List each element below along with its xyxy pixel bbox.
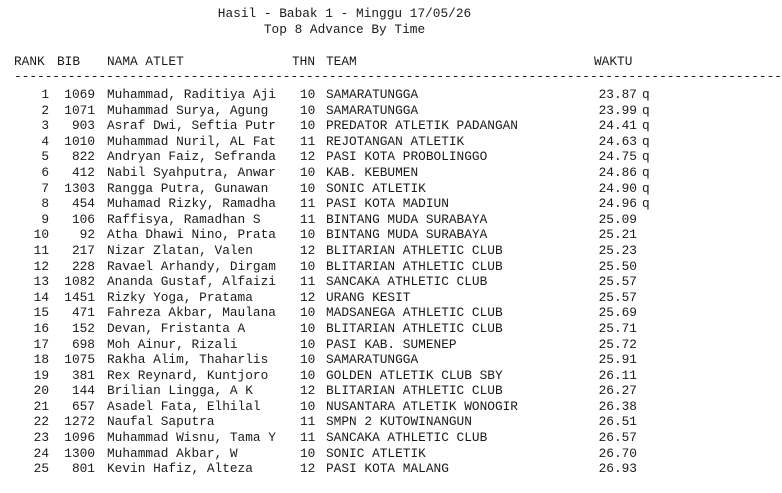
year-cell: 10 — [300, 352, 316, 368]
time-cell: 26.93 — [598, 461, 637, 477]
rank-cell: 19 — [33, 367, 49, 383]
team-cell: PASI KAB. SUMENEP — [326, 336, 457, 352]
year-cell: 10 — [300, 227, 316, 243]
table-row — [0, 305, 689, 321]
year-cell: 11 — [300, 196, 316, 212]
team-cell: PASI KOTA MADIUN — [326, 196, 449, 212]
athlete-name-cell: Muhamad Rizky, Ramadha — [107, 196, 276, 212]
table-row — [0, 352, 689, 368]
table-row — [0, 227, 689, 243]
table-row — [0, 103, 689, 119]
team-cell: BINTANG MUDA SURABAYA — [326, 227, 488, 243]
year-cell: 10 — [300, 258, 316, 274]
team-cell: KAB. KEBUMEN — [326, 164, 419, 180]
athlete-name-cell: Naufal Saputra — [107, 414, 215, 430]
rank-cell: 1 — [41, 87, 49, 102]
athlete-name-cell: Muhammad Surya, Agung — [107, 102, 269, 118]
year-cell: 12 — [300, 461, 316, 477]
qualifier-cell: q — [642, 118, 650, 134]
bib-cell: 1069 — [64, 87, 95, 102]
rank-cell: 16 — [33, 320, 49, 336]
bib-cell: 1451 — [64, 289, 95, 305]
athlete-name-cell: Rangga Putra, Gunawan — [107, 180, 269, 196]
athlete-name-cell: Rizky Yoga, Pratama — [107, 289, 253, 305]
athlete-name-cell: Atha Dhawi Nino, Prata — [107, 227, 276, 243]
rank-cell: 13 — [33, 274, 49, 290]
athlete-name-cell: Muhammad Nuril, AL Fat — [107, 133, 276, 149]
table-row — [0, 446, 689, 462]
year-cell: 11 — [300, 211, 316, 227]
table-row — [0, 134, 689, 150]
table-row — [0, 259, 689, 275]
year-cell: 11 — [300, 430, 316, 446]
rank-cell: 24 — [33, 445, 49, 461]
bib-cell: 822 — [71, 149, 95, 165]
bib-cell: 217 — [71, 242, 95, 258]
qualifier-cell: q — [642, 180, 650, 196]
year-cell: 10 — [300, 336, 316, 352]
bib-cell: 152 — [71, 320, 95, 336]
rank-cell: 25 — [33, 461, 49, 477]
team-cell: GOLDEN ATLETIK CLUB SBY — [326, 367, 503, 383]
time-cell: 23.99 — [598, 102, 637, 118]
year-cell: 11 — [300, 133, 316, 149]
team-cell: BINTANG MUDA SURABAYA — [326, 211, 488, 227]
bib-cell: 92 — [79, 227, 95, 243]
team-cell: SAMARATUNGGA — [326, 87, 419, 102]
time-cell: 24.41 — [598, 118, 637, 134]
bib-cell: 698 — [71, 336, 95, 352]
year-cell: 12 — [300, 289, 316, 305]
time-cell: 26.51 — [598, 414, 637, 430]
athlete-name-cell: Rex Reynard, Kuntjoro — [107, 367, 269, 383]
bib-cell: 801 — [71, 461, 95, 477]
year-cell: 10 — [300, 367, 316, 383]
table-row — [0, 118, 689, 134]
rank-cell: 21 — [33, 398, 49, 414]
time-cell: 25.57 — [598, 289, 637, 305]
table-row — [0, 290, 689, 306]
athlete-name-cell: Devan, Fristanta A — [107, 320, 246, 336]
table-row — [0, 399, 689, 415]
table-row — [0, 149, 689, 165]
rank-cell: 10 — [33, 227, 49, 243]
bib-cell: 471 — [71, 305, 95, 321]
year-cell: 10 — [300, 118, 316, 134]
athlete-name-cell: Brilian Lingga, A K — [107, 383, 253, 399]
team-cell: BLITARIAN ATHLETIC CLUB — [326, 383, 503, 399]
time-cell: 25.09 — [598, 211, 637, 227]
athlete-name-cell: Nizar Zlatan, Valen — [107, 242, 253, 258]
table-row — [0, 383, 689, 399]
table-row — [0, 87, 689, 103]
rank-cell: 12 — [33, 258, 49, 274]
year-cell: 12 — [300, 383, 316, 399]
year-cell: 10 — [300, 180, 316, 196]
rank-cell: 20 — [33, 383, 49, 399]
header-name: NAMA ATLET — [107, 54, 184, 69]
athlete-name-cell: Ananda Gustaf, Alfaizi — [107, 274, 276, 290]
athlete-name-cell: Fahreza Akbar, Maulana — [107, 305, 276, 321]
rank-cell: 23 — [33, 430, 49, 446]
athlete-name-cell: Ravael Arhandy, Dirgam — [107, 258, 276, 274]
results-table — [0, 87, 689, 477]
year-cell: 10 — [300, 87, 316, 102]
team-cell: NUSANTARA ATLETIK WONOGIR — [326, 398, 518, 414]
qualifier-cell: q — [642, 196, 650, 212]
document-title: Hasil - Babak 1 - Minggu 17/05/26 — [217, 6, 472, 21]
team-cell: SONIC ATLETIK — [326, 180, 426, 196]
header-bib: BIB — [57, 54, 81, 69]
team-cell: SANCAKA ATHLETIC CLUB — [326, 430, 488, 446]
header-team: TEAM — [326, 54, 357, 69]
time-cell: 25.71 — [598, 320, 637, 336]
table-row — [0, 196, 689, 212]
athlete-name-cell: Kevin Hafiz, Alteza — [107, 461, 253, 477]
time-cell: 26.38 — [598, 398, 637, 414]
rank-cell: 17 — [33, 336, 49, 352]
year-cell: 10 — [300, 305, 316, 321]
team-cell: SAMARATUNGGA — [326, 352, 419, 368]
year-cell: 10 — [300, 445, 316, 461]
athlete-name-cell: Asadel Fata, Elhilal — [107, 398, 261, 414]
athlete-name-cell: Rakha Alim, Thaharlis — [107, 352, 269, 368]
qualifier-cell: q — [642, 149, 650, 165]
table-row — [0, 321, 689, 337]
team-cell: BLITARIAN ATHLETIC CLUB — [326, 258, 503, 274]
qualifier-cell: q — [642, 133, 650, 149]
document-subtitle: Top 8 Advance By Time — [263, 22, 426, 37]
time-cell: 26.70 — [598, 445, 637, 461]
year-cell: 10 — [300, 398, 316, 414]
bib-cell: 1300 — [64, 445, 95, 461]
table-row — [0, 430, 689, 446]
bib-cell: 381 — [71, 367, 95, 383]
team-cell: REJOTANGAN ATLETIK — [326, 133, 465, 149]
time-cell: 25.57 — [598, 274, 637, 290]
year-cell: 10 — [300, 102, 316, 118]
rank-cell: 5 — [41, 149, 49, 165]
time-cell: 26.57 — [598, 430, 637, 446]
bib-cell: 903 — [71, 118, 95, 134]
time-cell: 24.96 — [598, 196, 637, 212]
time-cell: 25.50 — [598, 258, 637, 274]
rank-cell: 14 — [33, 289, 49, 305]
team-cell: URANG KESIT — [326, 289, 411, 305]
athlete-name-cell: Nabil Syahputra, Anwar — [107, 164, 276, 180]
bib-cell: 1071 — [64, 102, 95, 118]
athlete-name-cell: Muhammad, Raditiya Aji — [107, 87, 276, 102]
bib-cell: 144 — [71, 383, 95, 399]
rank-cell: 8 — [41, 196, 49, 212]
year-cell: 12 — [300, 149, 316, 165]
table-row — [0, 181, 689, 197]
bib-cell: 657 — [71, 398, 95, 414]
year-cell: 11 — [300, 274, 316, 290]
bib-cell: 228 — [71, 258, 95, 274]
rank-cell: 6 — [41, 164, 49, 180]
table-row — [0, 337, 689, 353]
time-cell: 25.69 — [598, 305, 637, 321]
rank-cell: 11 — [33, 242, 49, 258]
qualifier-cell: q — [642, 102, 650, 118]
athlete-name-cell: Muhammad Wisnu, Tama Y — [107, 430, 276, 446]
time-cell: 26.11 — [598, 367, 637, 383]
table-row — [0, 165, 689, 181]
bib-cell: 1082 — [64, 274, 95, 290]
time-cell: 24.90 — [598, 180, 637, 196]
rank-cell: 15 — [33, 305, 49, 321]
time-cell: 25.21 — [598, 227, 637, 243]
time-cell: 26.27 — [598, 383, 637, 399]
rank-cell: 3 — [41, 118, 49, 134]
time-cell: 24.75 — [598, 149, 637, 165]
time-cell: 24.86 — [598, 164, 637, 180]
bib-cell: 1272 — [64, 414, 95, 430]
table-row — [0, 243, 689, 259]
athlete-name-cell: Asraf Dwi, Seftia Putr — [107, 118, 276, 134]
bib-cell: 412 — [71, 164, 95, 180]
time-cell: 23.87 — [598, 87, 637, 102]
athlete-name-cell: Moh Ainur, Rizali — [107, 336, 238, 352]
rank-cell: 22 — [33, 414, 49, 430]
bib-cell: 1096 — [64, 430, 95, 446]
team-cell: SMPN 2 KUTOWINANGUN — [326, 414, 472, 430]
qualifier-cell: q — [642, 87, 650, 102]
team-cell: BLITARIAN ATHLETIC CLUB — [326, 320, 503, 336]
team-cell: PASI KOTA MALANG — [326, 461, 449, 477]
rank-cell: 9 — [41, 211, 49, 227]
table-row — [0, 461, 689, 477]
bib-cell: 1010 — [64, 133, 95, 149]
year-cell: 12 — [300, 242, 316, 258]
time-cell: 25.72 — [598, 336, 637, 352]
rank-cell: 7 — [41, 180, 49, 196]
team-cell: BLITARIAN ATHLETIC CLUB — [326, 242, 503, 258]
team-cell: SAMARATUNGGA — [326, 102, 419, 118]
header-separator: ---------------------------------------------------------------------------------------------------- — [14, 69, 782, 84]
athlete-name-cell: Andryan Faiz, Sefranda — [107, 149, 276, 165]
year-cell: 10 — [300, 164, 316, 180]
athlete-name-cell: Muhammad Akbar, W — [107, 445, 238, 461]
bib-cell: 1303 — [64, 180, 95, 196]
team-cell: PASI KOTA PROBOLINGGO — [326, 149, 488, 165]
team-cell: PREDATOR ATLETIK PADANGAN — [326, 118, 518, 134]
year-cell: 11 — [300, 414, 316, 430]
time-cell: 25.91 — [598, 352, 637, 368]
time-cell: 25.23 — [598, 242, 637, 258]
rank-cell: 2 — [41, 102, 49, 118]
time-cell: 24.63 — [598, 133, 637, 149]
rank-cell: 4 — [41, 133, 49, 149]
bib-cell: 1075 — [64, 352, 95, 368]
team-cell: MADSANEGA ATHLETIC CLUB — [326, 305, 503, 321]
table-row — [0, 212, 689, 228]
team-cell: SONIC ATLETIK — [326, 445, 426, 461]
table-row — [0, 414, 689, 430]
rank-cell: 18 — [33, 352, 49, 368]
team-cell: SANCAKA ATHLETIC CLUB — [326, 274, 488, 290]
table-row — [0, 274, 689, 290]
table-row — [0, 368, 689, 384]
athlete-name-cell: Raffisya, Ramadhan S — [107, 211, 261, 227]
bib-cell: 454 — [71, 196, 95, 212]
year-cell: 10 — [300, 320, 316, 336]
header-thn: THN — [292, 54, 316, 69]
header-rank: RANK — [14, 54, 45, 69]
qualifier-cell: q — [642, 164, 650, 180]
bib-cell: 106 — [71, 211, 95, 227]
header-time: WAKTU — [594, 54, 633, 69]
